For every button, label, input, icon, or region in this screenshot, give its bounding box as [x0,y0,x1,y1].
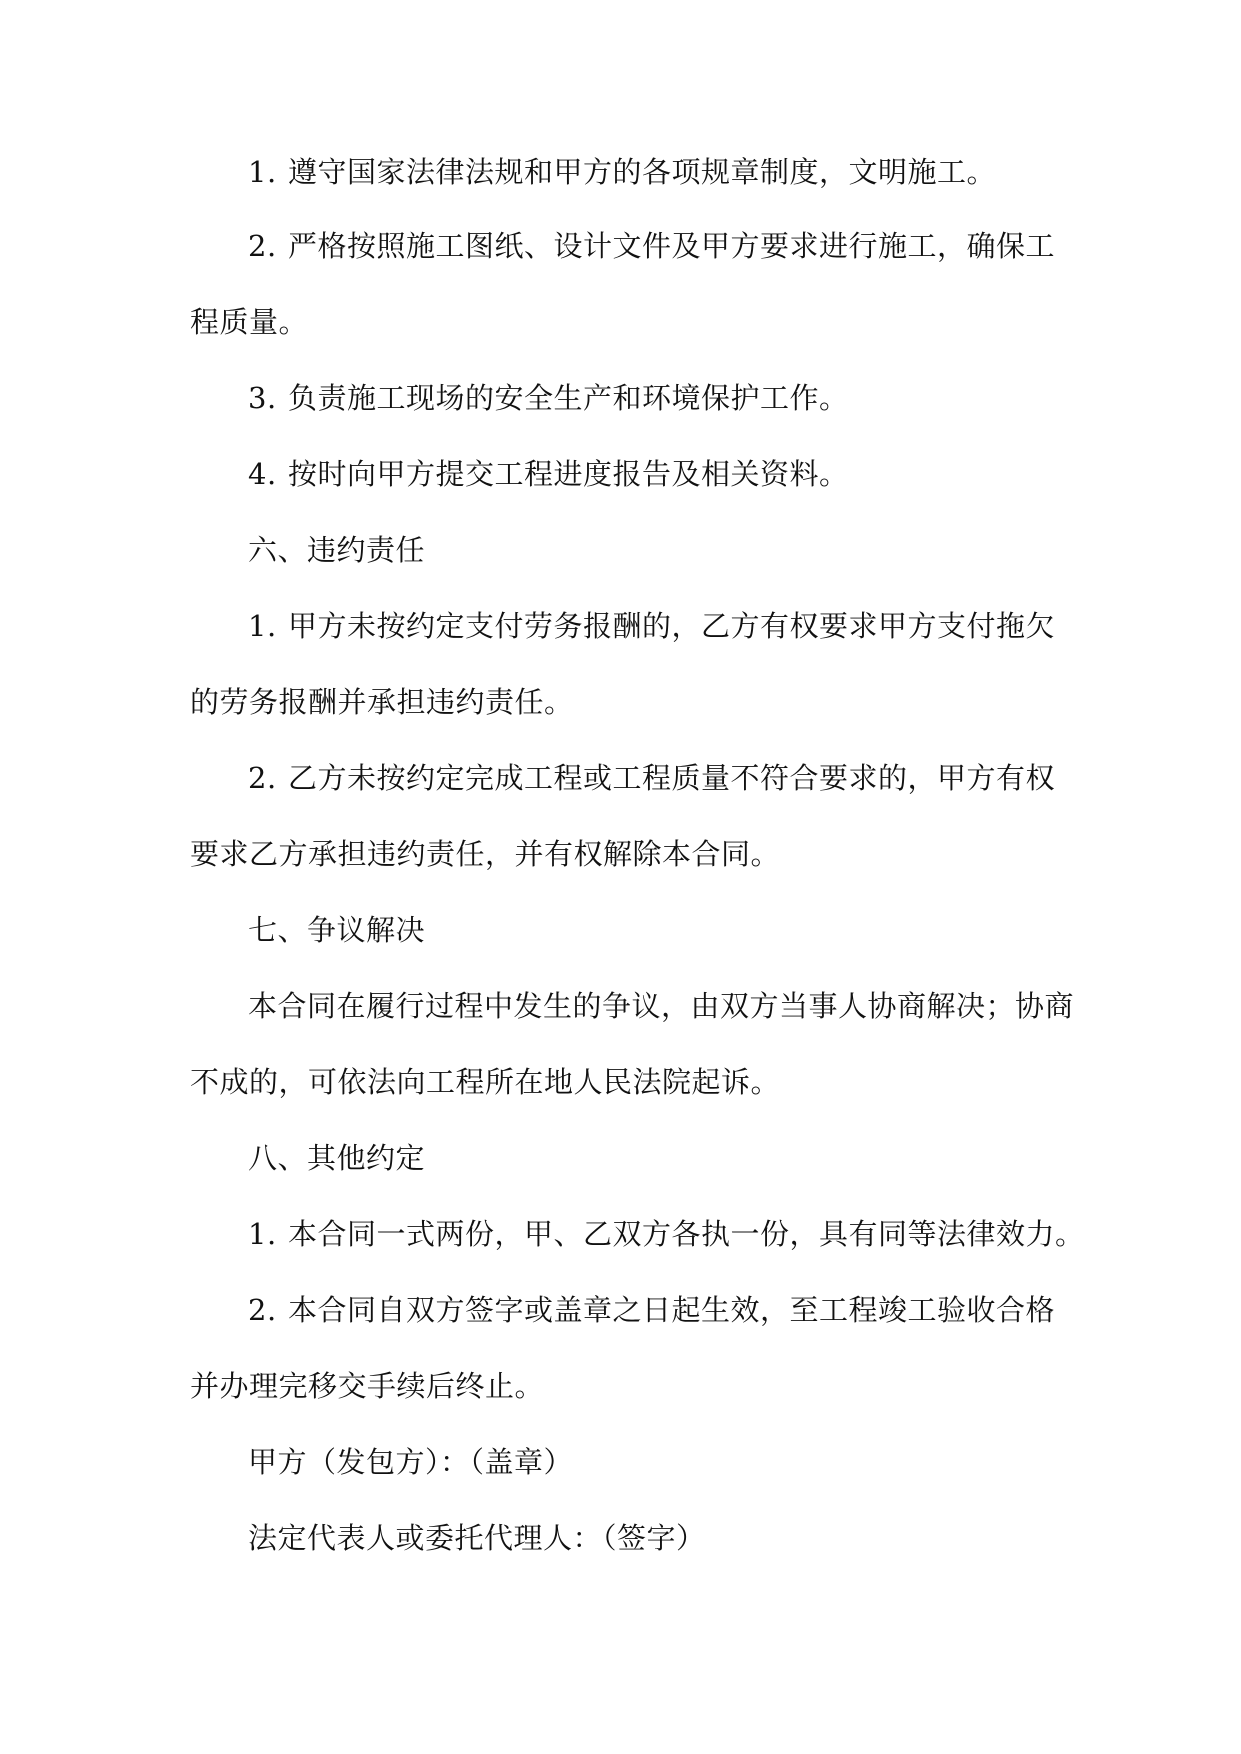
item-number: 1. [248,155,277,189]
liability-item-1 [248,606,1128,646]
item-text: 遵守国家法律法规和甲方的各项规章制度，文明施工。 [288,155,997,189]
item-text: 严格按照施工图纸、设计文件及甲方要求进行施工，确保工 [288,229,1056,263]
duty-item-2 [248,226,1128,266]
duty-item-4 [248,454,1128,494]
duty-item-3 [248,378,1128,418]
item-number: 2. [248,229,277,263]
signature-party-a: 甲方（发包方）：（盖章） [248,1445,574,1479]
item-number: 1. [248,1217,277,1251]
duty-item-2-continuation: 程质量。 [190,305,309,339]
other-item-2 [248,1290,1128,1330]
item-text: 甲方未按约定支付劳务报酬的，乙方有权要求甲方支付拖欠 [288,609,1056,643]
signature-representative: 法定代表人或委托代理人：（签字） [248,1521,706,1555]
section-heading-other: 八、其他约定 [248,1141,426,1175]
section-heading-liability: 六、违约责任 [248,533,426,567]
other-item-2-continuation: 并办理完移交手续后终止。 [190,1369,545,1403]
item-text: 本合同一式两份，甲、乙双方各执一份，具有同等法律效力。 [288,1217,1085,1251]
item-text: 按时向甲方提交工程进度报告及相关资料。 [288,457,849,491]
item-text: 本合同自双方签字或盖章之日起生效，至工程竣工验收合格 [288,1293,1056,1327]
item-number: 4. [248,457,277,491]
item-number: 2. [248,1293,277,1327]
item-number: 2. [248,761,277,795]
dispute-paragraph: 本合同在履行过程中发生的争议，由双方当事人协商解决；协商 [248,989,1075,1023]
section-heading-dispute: 七、争议解决 [248,913,426,947]
liability-item-2 [248,758,1128,798]
item-number: 1. [248,609,277,643]
duty-item-1 [248,152,1128,192]
item-text: 乙方未按约定完成工程或工程质量不符合要求的，甲方有权 [288,761,1056,795]
liability-item-2-continuation: 要求乙方承担违约责任，并有权解除本合同。 [190,837,781,871]
dispute-paragraph-continuation: 不成的，可依法向工程所在地人民法院起诉。 [190,1065,781,1099]
liability-item-1-continuation: 的劳务报酬并承担违约责任。 [190,685,574,719]
item-text: 负责施工现场的安全生产和环境保护工作。 [288,381,849,415]
item-number: 3. [248,381,277,415]
other-item-1 [248,1214,1128,1254]
